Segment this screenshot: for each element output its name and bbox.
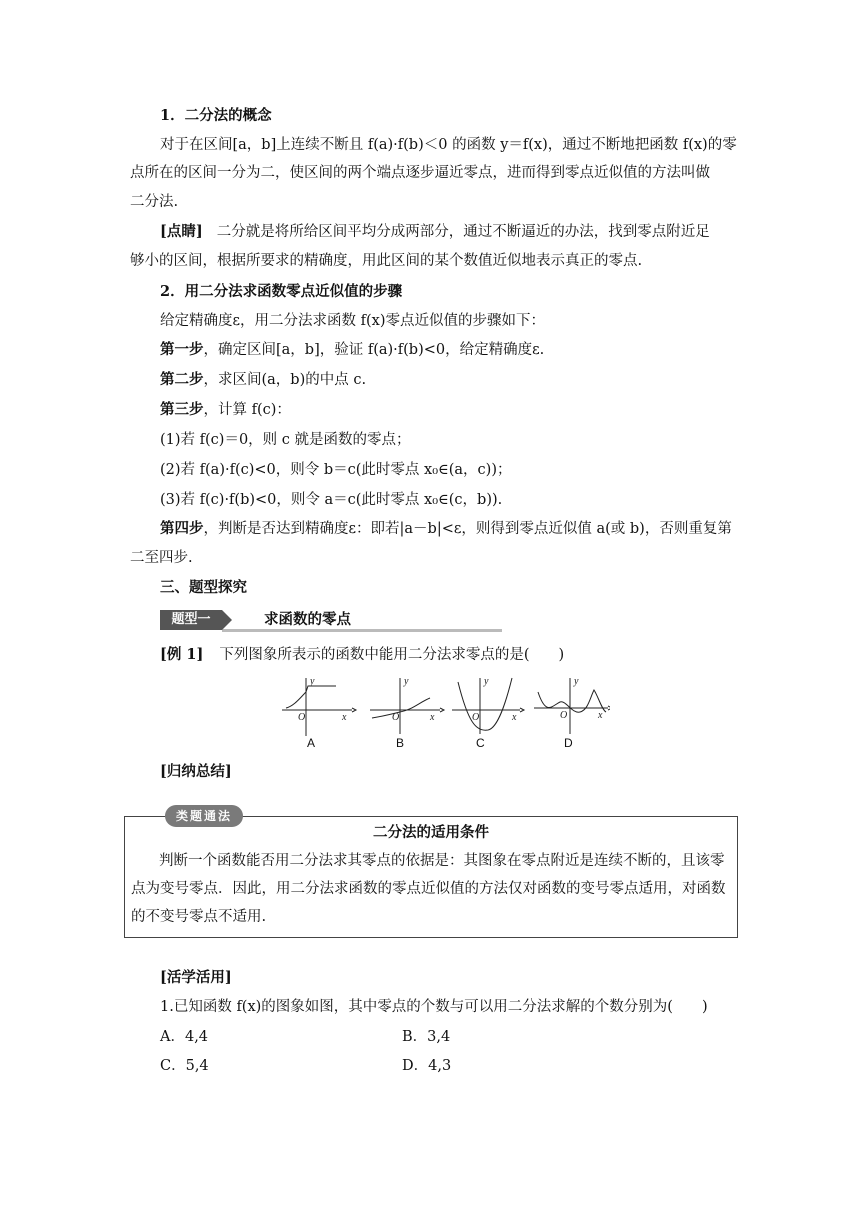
practice-tag: [活学活用] <box>160 969 232 986</box>
step-label: 第三步 <box>160 401 204 418</box>
question-type-banner <box>160 608 502 632</box>
option-c: C．5,4 <box>160 1058 209 1074</box>
axis-y-label: y <box>404 676 409 687</box>
case-line: (2)若 f(a)·f(c)<0，则令 b＝c(此时零点 x₀∈(a，c))； <box>160 462 512 478</box>
step-text: ，求区间(a，b)的中点 c. <box>203 372 367 388</box>
graph-d <box>534 678 610 734</box>
summary-tag: [归纳总结] <box>160 763 232 780</box>
axis-y-label: y <box>484 676 489 687</box>
method-text: 判断一个函数能否用二分法求其零点的依据是：其图象在零点附近是连续不断的，且该零点为变号零点．因此，用二分法求函数的零点近似值的方法仅对函数的变号零点适用，对函数的不变号零点不适用. <box>131 853 726 925</box>
step-2 <box>160 370 366 390</box>
graph-label: C <box>476 736 485 750</box>
option-b: B．3,4 <box>402 1029 451 1045</box>
note-text: 二分就是将所给区间平均分成两部分，通过不断逼近的办法，找到零点附近足 <box>216 224 710 240</box>
paragraph-line: 对于在区间[a，b]上连续不断且 f(a)·f(b)＜0 的函数 y＝f(x)，通过不断地把函数 f(x)的零 <box>160 137 737 153</box>
function-graphs <box>280 672 610 756</box>
axis-x-label: x <box>512 712 517 723</box>
step-text: ，判断是否达到精确度ε：即若|a－b|<ε，则得到零点近似值 a(或 b)，否则重复第 <box>203 521 732 537</box>
note-tag: [点睛] <box>160 223 203 240</box>
axis-origin-label: O <box>560 710 568 721</box>
paragraph-line: 二分法. <box>130 194 179 210</box>
step-4 <box>160 519 732 539</box>
paragraph-line: 点所在的区间一分为二，使区间的两个端点逐步逼近零点，进而得到零点近似值的方法叫做 <box>130 165 710 181</box>
method-title: 二分法的适用条件 <box>373 824 489 841</box>
banner-title: 求函数的零点 <box>264 611 351 628</box>
axis-y-label: y <box>574 676 579 687</box>
axis-x-label: x <box>342 712 347 723</box>
method-box <box>124 809 738 938</box>
section2-heading: 2．用二分法求函数零点近似值的步骤 <box>160 283 403 300</box>
axis-y-label: y <box>310 676 315 687</box>
case-line: (1)若 f(c)＝0，则 c 就是函数的零点； <box>160 432 411 448</box>
note-line <box>160 222 710 242</box>
axis-origin-label: O <box>298 712 306 723</box>
example-text: 下列图象所表示的函数中能用二分法求零点的是( ) <box>219 647 565 663</box>
section3-heading: 三、题型探究 <box>160 579 247 596</box>
step-4-cont: 二至四步. <box>130 550 193 566</box>
step-label: 第四步 <box>160 520 204 537</box>
axis-x-label: x <box>430 712 435 723</box>
step-label: 第二步 <box>160 371 204 388</box>
axis-x-label: x <box>598 710 603 721</box>
section1-heading: 1．二分法的概念 <box>160 107 272 124</box>
graph-label: D <box>564 736 573 750</box>
method-badge: 类题通法 <box>165 805 243 827</box>
note-line: 够小的区间，根据所要求的精确度，用此区间的某个数值近似地表示真正的零点. <box>130 253 643 269</box>
step-text: ，确定区间[a，b]，验证 f(a)·f(b)<0，给定精确度ε. <box>203 342 545 358</box>
example-line <box>160 645 564 665</box>
step-text: ，计算 f(c)： <box>203 402 291 418</box>
case-line: (3)若 f(c)·f(b)<0，则令 a＝c(此时零点 x₀∈(c，b)). <box>160 492 503 508</box>
step-1 <box>160 340 544 360</box>
graph-label: B <box>396 736 405 750</box>
step-label: 第一步 <box>160 341 204 358</box>
graph-label: A <box>307 736 316 750</box>
steps-intro: 给定精确度ε，用二分法求函数 f(x)零点近似值的步骤如下： <box>160 313 545 329</box>
practice-question: 1.已知函数 f(x)的图象如图，其中零点的个数与可以用二分法求解的个数分别为( ) <box>160 999 708 1015</box>
axis-origin-label: O <box>472 712 480 723</box>
option-d: D．4,3 <box>402 1058 452 1074</box>
step-3 <box>160 400 291 420</box>
axis-origin-label: O <box>392 712 400 723</box>
example-tag: [例 1] <box>160 646 204 663</box>
option-a: A．4,4 <box>160 1029 209 1045</box>
graph-a <box>282 678 356 736</box>
banner-tag: 题型一 <box>160 610 222 630</box>
